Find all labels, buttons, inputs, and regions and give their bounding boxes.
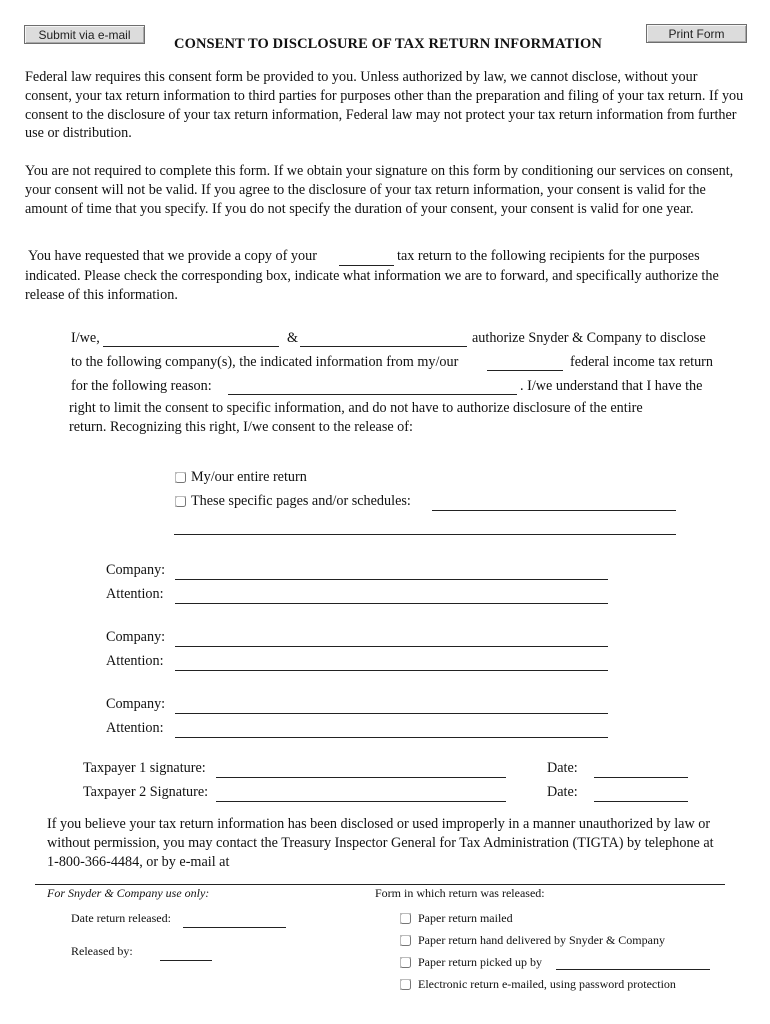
auth-line3-text-b: . I/we understand that I have the xyxy=(520,378,703,394)
request-text-c: indicated. Please check the corresponding box, indicate what information we are to forward, and specifically authorize the release of this information. xyxy=(25,268,719,303)
tax-year-field-1[interactable] xyxy=(339,249,394,266)
submit-via-email-button[interactable]: Submit via e-mail xyxy=(24,25,145,44)
intro-paragraph: Federal law requires this consent form be provided to you. Unless authorized by law, we cannot disclose, without your consent, your tax return information to third parties for purposes other than the preparation and filing of your tax return. If you consent to the disclosure of your tax return information, Federal law may not protect your tax return information from further use or distribution. xyxy=(25,69,744,142)
specific-pages-field-2[interactable] xyxy=(174,518,676,535)
mailed-checkbox[interactable] xyxy=(400,913,411,924)
mailed-label: Paper return mailed xyxy=(418,911,513,925)
taxpayer1-signature-field[interactable] xyxy=(216,761,506,778)
taxpayer2-signature-label: Taxpayer 2 Signature: xyxy=(83,784,209,800)
auth-line2-text-a: to the following company(s), the indicated information from my/our xyxy=(71,354,459,370)
picked-up-label: Paper return picked up by xyxy=(418,955,542,969)
date-field-1[interactable] xyxy=(594,761,688,778)
specific-pages-checkbox[interactable] xyxy=(175,496,186,507)
company-label-2: Company: xyxy=(106,629,166,645)
attention-label-1: Attention: xyxy=(106,586,164,602)
consent-paragraph: You are not required to complete this form. If we obtain your signature on this form by conditioning our services on consent, your consent will not be valid. If you agree to the disclosure of your tax return information, your consent is valid for the amount of time that you specify. If you do not specify the duration of your consent, your consent is valid for one year. xyxy=(25,163,734,217)
section-divider xyxy=(35,884,725,885)
date-label-2: Date: xyxy=(547,784,578,800)
taxpayer2-name-field[interactable] xyxy=(300,330,467,347)
released-by-field[interactable] xyxy=(160,946,212,961)
attention-field-3[interactable] xyxy=(175,721,608,738)
specific-pages-label: These specific pages and/or schedules: xyxy=(191,493,411,509)
auth-line2-text-b: federal income tax return xyxy=(570,354,713,370)
date-released-field[interactable] xyxy=(183,913,286,928)
emailed-checkbox[interactable] xyxy=(400,979,411,990)
company-label-3: Company: xyxy=(106,696,166,712)
entire-return-label: My/our entire return xyxy=(191,469,307,485)
authorize-text: authorize Snyder & Company to disclose xyxy=(472,330,706,346)
tigta-notice: If you believe your tax return information has been disclosed or used improperly in a manner unauthorized by law or without permission, you may contact the Treasury Inspector General for Tax Administration (TIGTA) by telephone at 1-800-366-4484, or by e-mail at xyxy=(47,816,714,870)
taxpayer1-name-field[interactable] xyxy=(103,330,279,347)
date-field-2[interactable] xyxy=(594,785,688,802)
form-released-label: Form in which return was released: xyxy=(375,886,545,900)
page-title: CONSENT TO DISCLOSURE OF TAX RETURN INFORMATION xyxy=(174,36,602,52)
picked-up-checkbox[interactable] xyxy=(400,957,411,968)
print-form-button[interactable]: Print Form xyxy=(646,24,747,43)
auth-line4-text: right to limit the consent to specific information, and do not have to authorize disclosure of the entire xyxy=(69,400,643,416)
office-use-label: For Snyder & Company use only: xyxy=(47,886,210,900)
attention-label-2: Attention: xyxy=(106,653,164,669)
company-field-1[interactable] xyxy=(175,563,608,580)
reason-field[interactable] xyxy=(228,378,517,395)
taxpayer1-signature-label: Taxpayer 1 signature: xyxy=(83,760,206,776)
hand-delivered-label: Paper return hand delivered by Snyder & Company xyxy=(418,933,665,947)
ampersand-label: & xyxy=(287,330,299,346)
date-released-label: Date return released: xyxy=(71,911,171,925)
request-text-a: You have requested that we provide a copy of your xyxy=(28,248,317,264)
company-field-3[interactable] xyxy=(175,697,608,714)
picked-up-by-field[interactable] xyxy=(556,955,710,970)
hand-delivered-checkbox[interactable] xyxy=(400,935,411,946)
released-by-label: Released by: xyxy=(71,944,133,958)
emailed-label: Electronic return e-mailed, using password protection xyxy=(418,977,676,991)
company-label-1: Company: xyxy=(106,562,166,578)
company-field-2[interactable] xyxy=(175,630,608,647)
specific-pages-field[interactable] xyxy=(432,494,676,511)
attention-field-2[interactable] xyxy=(175,654,608,671)
reason-label: for the following reason: xyxy=(71,378,212,394)
tax-year-field-2[interactable] xyxy=(487,354,563,371)
date-label-1: Date: xyxy=(547,760,578,776)
taxpayer2-signature-field[interactable] xyxy=(216,785,506,802)
request-text-b: tax return to the following recipients for the purposes xyxy=(397,248,700,264)
attention-field-1[interactable] xyxy=(175,587,608,604)
auth-line5-text: return. Recognizing this right, I/we consent to the release of: xyxy=(69,419,413,435)
attention-label-3: Attention: xyxy=(106,720,164,736)
iwe-label: I/we, xyxy=(71,330,100,346)
entire-return-checkbox[interactable] xyxy=(175,472,186,483)
